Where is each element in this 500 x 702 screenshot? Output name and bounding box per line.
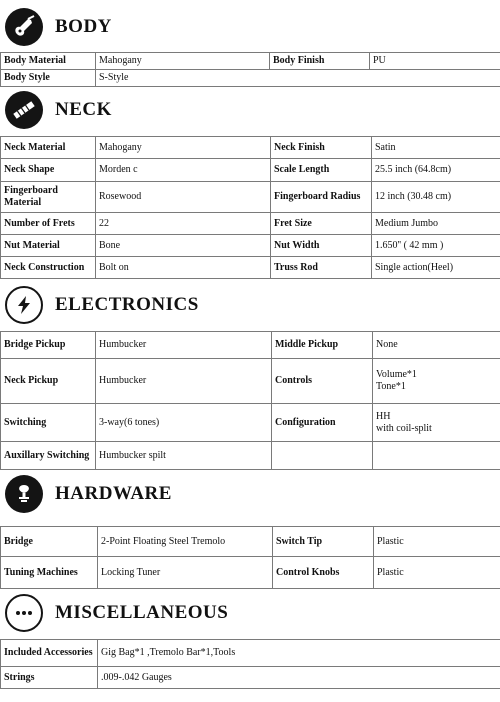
spec-value: Gig Bag*1 ,Tremolo Bar*1,Tools (98, 640, 500, 667)
table-row (1, 359, 500, 404)
spec-label: Nut Width (271, 235, 372, 257)
spec-value: Plastic (374, 557, 500, 589)
section-title-misc: MISCELLANEOUS (55, 602, 229, 623)
spec-value: Locking Tuner (98, 557, 273, 589)
spec-value: 2-Point Floating Steel Tremolo (98, 527, 273, 557)
section-title-body: BODY (55, 16, 112, 37)
spec-value: Medium Jumbo (372, 213, 500, 235)
spec-label: Strings (1, 667, 98, 689)
spec-label: Scale Length (271, 159, 372, 182)
section-header-body (0, 8, 112, 46)
spec-label: Middle Pickup (272, 332, 373, 359)
guitar-neck-icon (5, 91, 43, 129)
spec-label: Control Knobs (273, 557, 374, 589)
spec-label: Neck Shape (1, 159, 96, 182)
spec-value: Humbucker spilt (96, 442, 272, 470)
spec-label: Switching (1, 404, 96, 442)
spec-value: Humbucker (96, 359, 272, 404)
spec-label: Included Accessories (1, 640, 98, 667)
spec-value: 12 inch (30.48 cm) (372, 182, 500, 213)
tuning-peg-icon (5, 475, 43, 513)
spec-label: Number of Frets (1, 213, 96, 235)
table-row (1, 213, 500, 235)
spec-value: Bone (96, 235, 271, 257)
section-header-misc (0, 594, 228, 632)
spec-label: Fingerboard Material (1, 182, 96, 213)
more-dots-icon (5, 594, 43, 632)
electronics-specs-table (0, 331, 500, 470)
spec-value: None (373, 332, 500, 359)
spec-label: Configuration (272, 404, 373, 442)
spec-label: Fingerboard Radius (271, 182, 372, 213)
section-header-neck (0, 91, 112, 129)
spec-value: PU (370, 53, 500, 70)
neck-specs-table (0, 136, 500, 279)
spec-label: Controls (272, 359, 373, 404)
table-row (1, 159, 500, 182)
table-row (1, 640, 500, 667)
spec-value: Plastic (374, 527, 500, 557)
section-title-hardware: HARDWARE (55, 483, 172, 504)
spec-label: Neck Construction (1, 257, 96, 279)
spec-value: Bolt on (96, 257, 271, 279)
table-row (1, 557, 500, 589)
spec-label: Nut Material (1, 235, 96, 257)
section-header-hardware (0, 475, 172, 513)
table-row (1, 442, 500, 470)
spec-value: 25.5 inch (64.8cm) (372, 159, 500, 182)
table-row (1, 332, 500, 359)
spec-value: .009-.042 Gauges (98, 667, 500, 689)
table-row (1, 70, 500, 87)
spec-label: Bridge (1, 527, 98, 557)
body-specs-table (0, 52, 500, 87)
table-row (1, 527, 500, 557)
section-title-neck: NECK (55, 99, 112, 120)
spec-value: Satin (372, 137, 500, 159)
table-row (1, 53, 500, 70)
spec-label: Switch Tip (273, 527, 374, 557)
spec-value: Mahogany (96, 53, 270, 70)
spec-label: Auxillary Switching (1, 442, 96, 470)
spec-label: Bridge Pickup (1, 332, 96, 359)
spec-label-empty (272, 442, 373, 470)
section-header-electronics (0, 286, 199, 324)
spec-label: Truss Rod (271, 257, 372, 279)
spec-label: Body Finish (270, 53, 370, 70)
table-row (1, 182, 500, 213)
spec-label: Neck Pickup (1, 359, 96, 404)
spec-value: 22 (96, 213, 271, 235)
table-row (1, 137, 500, 159)
spec-label: Neck Material (1, 137, 96, 159)
spec-value: Single action(Heel) (372, 257, 500, 279)
guitar-icon (5, 8, 43, 46)
spec-value: Volume*1 Tone*1 (373, 359, 500, 404)
spec-value: HH with coil-split (373, 404, 500, 442)
table-row (1, 667, 500, 689)
table-row (1, 404, 500, 442)
spec-label: Tuning Machines (1, 557, 98, 589)
section-title-electronics: ELECTRONICS (55, 294, 199, 315)
spec-value: Humbucker (96, 332, 272, 359)
spec-label: Neck Finish (271, 137, 372, 159)
hardware-specs-table (0, 526, 500, 589)
spec-value: Morden c (96, 159, 271, 182)
misc-specs-table (0, 639, 500, 689)
table-row (1, 235, 500, 257)
spec-value: Rosewood (96, 182, 271, 213)
spec-label: Body Style (1, 70, 96, 87)
spec-label: Fret Size (271, 213, 372, 235)
spec-value: Mahogany (96, 137, 271, 159)
spec-value: 1.650'' ( 42 mm ) (372, 235, 500, 257)
spec-value-empty (373, 442, 500, 470)
spec-value: S-Style (96, 70, 500, 87)
spec-label: Body Material (1, 53, 96, 70)
spec-value: 3-way(6 tones) (96, 404, 272, 442)
table-row (1, 257, 500, 279)
lightning-bolt-icon (5, 286, 43, 324)
